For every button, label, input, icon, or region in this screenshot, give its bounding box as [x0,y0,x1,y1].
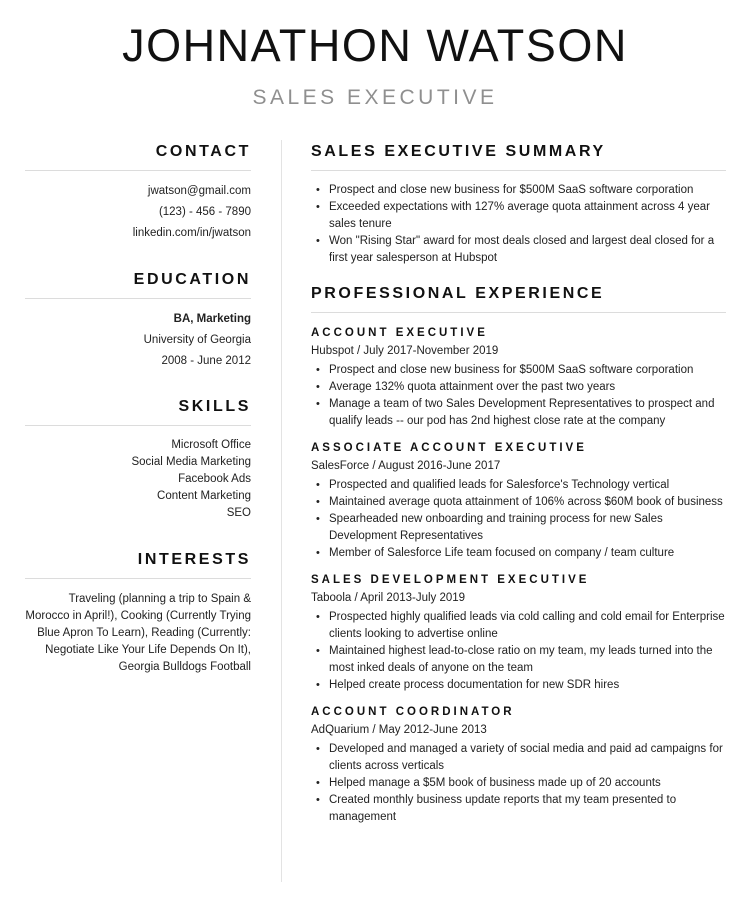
section-rule [25,578,251,579]
column-divider [281,140,282,882]
job-title: SALES DEVELOPMENT EXECUTIVE [311,574,590,586]
job-bullet: • Maintained average quota attainment of 106% across $60M book of business [311,494,725,511]
skill-item: Content Marketing [157,490,251,502]
job-meta: AdQuarium / May 2012-June 2013 [311,724,487,736]
interests-title: INTERESTS [137,551,251,568]
contact-details [25,181,251,244]
job-bullet: • Manage a team of two Sales Development Representatives to prospect and qualify leads -- our pod has 2nd highest close rate at the company [311,396,725,430]
job-entry [311,325,725,430]
skill-item: SEO [226,507,251,519]
job-bullets [311,477,725,562]
job-meta: Taboola / April 2013-July 2019 [311,592,466,604]
job-bullet: • Prospected and qualified leads for Salesforce's Technology vertical [311,477,725,494]
contact-email[interactable]: jwatson@gmail.com [147,185,251,197]
job-bullet: • Maintained highest lead-to-close ratio on my team, my leads turned into the most inked deals of anyone on the team [311,643,725,677]
job-meta: Hubspot / July 2017-November 2019 [311,345,499,357]
job-bullet: • Member of Salesforce Life team focused on company / team culture [311,545,725,562]
contact-linkedin[interactable]: linkedin.com/in/jwatson [132,227,251,239]
skills-title: SKILLS [178,398,251,415]
section-rule [311,170,726,171]
section-rule [25,425,251,426]
interests-section [25,549,251,676]
skill-item: Facebook Ads [178,473,251,485]
job-title: ACCOUNT EXECUTIVE [311,327,488,339]
resume-header [0,0,750,111]
job-bullet: • Spearheaded new onboarding and training process for new Sales Development Representatives [311,511,725,545]
job-title: ASSOCIATE ACCOUNT EXECUTIVE [311,442,587,454]
section-rule [25,170,251,171]
summary-list [311,182,725,267]
job-entry [311,440,725,562]
job-bullets [311,609,725,694]
education-degree: BA, Marketing [173,313,251,325]
job-bullet: • Average 132% quota attainment over the past two years [311,379,725,396]
summary-bullet: • Prospect and close new business for $500M SaaS software corporation [311,182,725,199]
job-bullet: • Helped create process documentation for new SDR hires [311,677,725,694]
section-rule [311,312,726,313]
experience-section [311,283,725,826]
summary-bullet: • Exceeded expectations with 127% average quota attainment across 4 year sales tenure [311,199,725,233]
skill-item: Social Media Marketing [131,456,251,468]
summary-section [311,141,725,267]
candidate-name: JOHNATHON WATSON [122,20,628,71]
summary-bullet: • Won "Rising Star" award for most deals closed and largest deal closed for a first year salesperson at Hubspot [311,233,725,267]
experience-title: PROFESSIONAL EXPERIENCE [311,285,605,302]
job-bullet: • Prospect and close new business for $500M SaaS software corporation [311,362,725,379]
section-rule [25,298,251,299]
job-bullets [311,362,725,430]
contact-section [25,141,251,244]
job-title: ACCOUNT COORDINATOR [311,706,515,718]
job-entry [311,572,725,694]
right-column [311,141,725,826]
interests-text: Traveling (planning a trip to Spain & Morocco in April!), Cooking (Currently Trying Blue Apron To Learn), Reading (Currently: Negotiate Like Your Life Depends On It), Georgia Bulldogs Football [25,593,251,673]
contact-phone: (123) - 456 - 7890 [158,206,251,218]
skills-section [25,396,251,522]
contact-title: CONTACT [155,143,251,160]
education-details [25,309,251,372]
education-school: University of Georgia [143,334,251,346]
skills-list [25,437,251,522]
education-dates: 2008 - June 2012 [161,355,251,367]
job-bullet: • Created monthly business update reports that my team presented to management [311,792,725,826]
job-bullet: • Prospected highly qualified leads via cold calling and cold email for Enterprise clients looking to advertise online [311,609,725,643]
job-bullet: • Helped manage a $5M book of business made up of 20 accounts [311,775,725,792]
job-meta: SalesForce / August 2016-June 2017 [311,460,501,472]
candidate-role: SALES EXECUTIVE [252,86,498,109]
left-column [25,141,251,676]
education-title: EDUCATION [133,271,251,288]
job-entry [311,704,725,826]
education-section [25,269,251,372]
job-bullets [311,741,725,826]
summary-title: SALES EXECUTIVE SUMMARY [311,143,606,160]
skill-item: Microsoft Office [171,439,251,451]
job-bullet: • Developed and managed a variety of social media and paid ad campaigns for clients across verticals [311,741,725,775]
